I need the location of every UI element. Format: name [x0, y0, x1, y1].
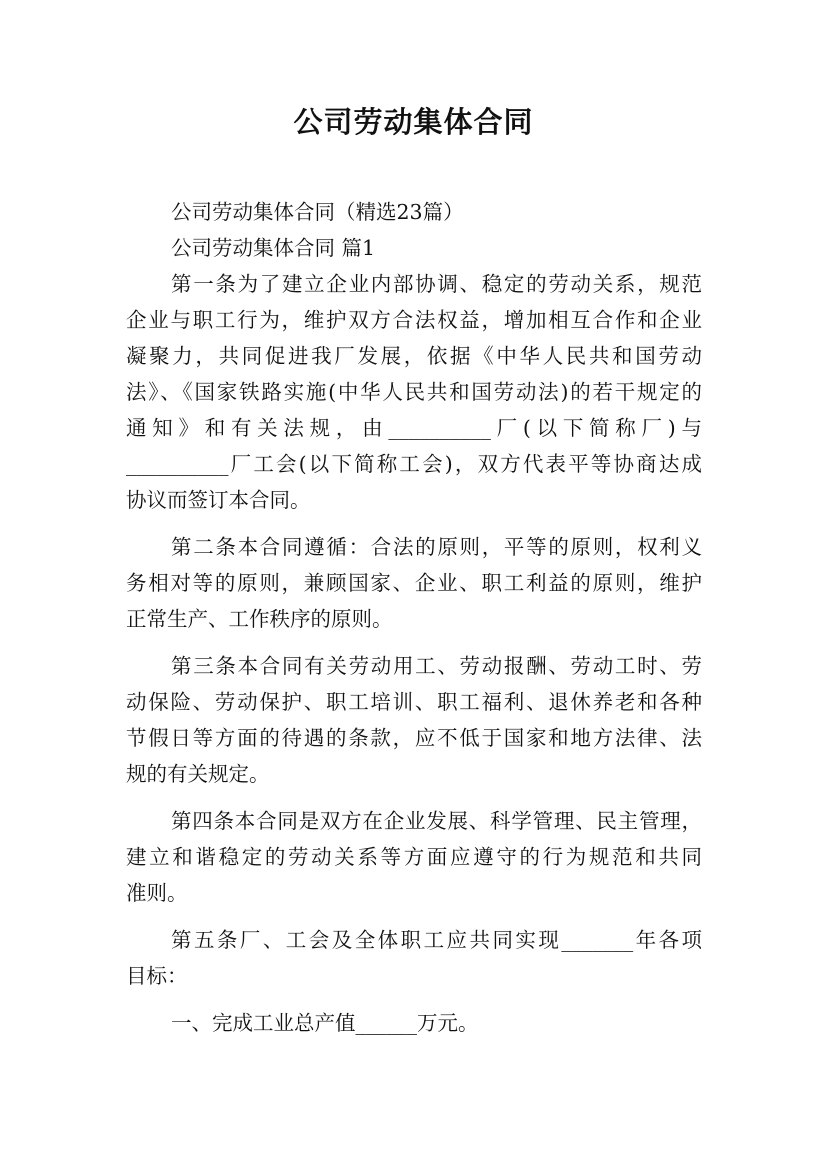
body-line: __________厂工会(以下简称工会)，双方代表平等协商达成	[126, 452, 702, 476]
body-line: 动保险、劳动保护、职工培训、职工福利、退休养老和各种	[126, 690, 702, 714]
body-line: 准则。	[126, 881, 188, 905]
document-title: 公司劳动集体合同	[293, 105, 534, 139]
body-line: 第一条为了建立企业内部协调、稳定的劳动关系，规范	[171, 272, 702, 296]
body-line: 公司劳动集体合同 篇1	[171, 236, 376, 260]
body-line: 公司劳动集体合同（精选23篇）	[171, 200, 464, 224]
body-line: 节假日等方面的待遇的条款，应不低于国家和地方法律、法	[126, 726, 702, 750]
body-line: 规的有关规定。	[126, 762, 270, 786]
body-line: 建立和谐稳定的劳动关系等方面应遵守的行为规范和共同	[126, 845, 702, 869]
document-body	[126, 194, 702, 1041]
body-line: 协议而签订本合同。	[126, 488, 311, 512]
body-line: 通知》和有关法规，由__________厂(以下简称厂)与	[126, 416, 702, 440]
body-line: 第三条本合同有关劳动用工、劳动报酬、劳动工时、劳	[171, 654, 702, 678]
body-line: 凝聚力，共同促进我厂发展，依据《中华人民共和国劳动	[126, 344, 702, 368]
body-line: 目标：	[126, 964, 188, 988]
body-line: 第四条本合同是双方在企业发展、科学管理、民主管理，	[171, 809, 702, 833]
body-line: 企业与职工行为，维护双方合法权益，增加相互合作和企业	[126, 308, 702, 332]
body-line: 务相对等的原则，兼顾国家、企业、职工利益的原则，维护	[126, 571, 702, 595]
body-line: 第二条本合同遵循：合法的原则，平等的原则，权利义	[171, 535, 702, 559]
body-line: 一、完成工业总产值______万元。	[171, 1011, 479, 1035]
body-line: 正常生产、工作秩序的原则。	[126, 607, 393, 631]
body-line: 第五条厂、工会及全体职工应共同实现_______年各项	[171, 928, 702, 952]
body-line: 法》、《国家铁路实施(中华人民共和国劳动法)的若干规定的	[126, 380, 702, 404]
